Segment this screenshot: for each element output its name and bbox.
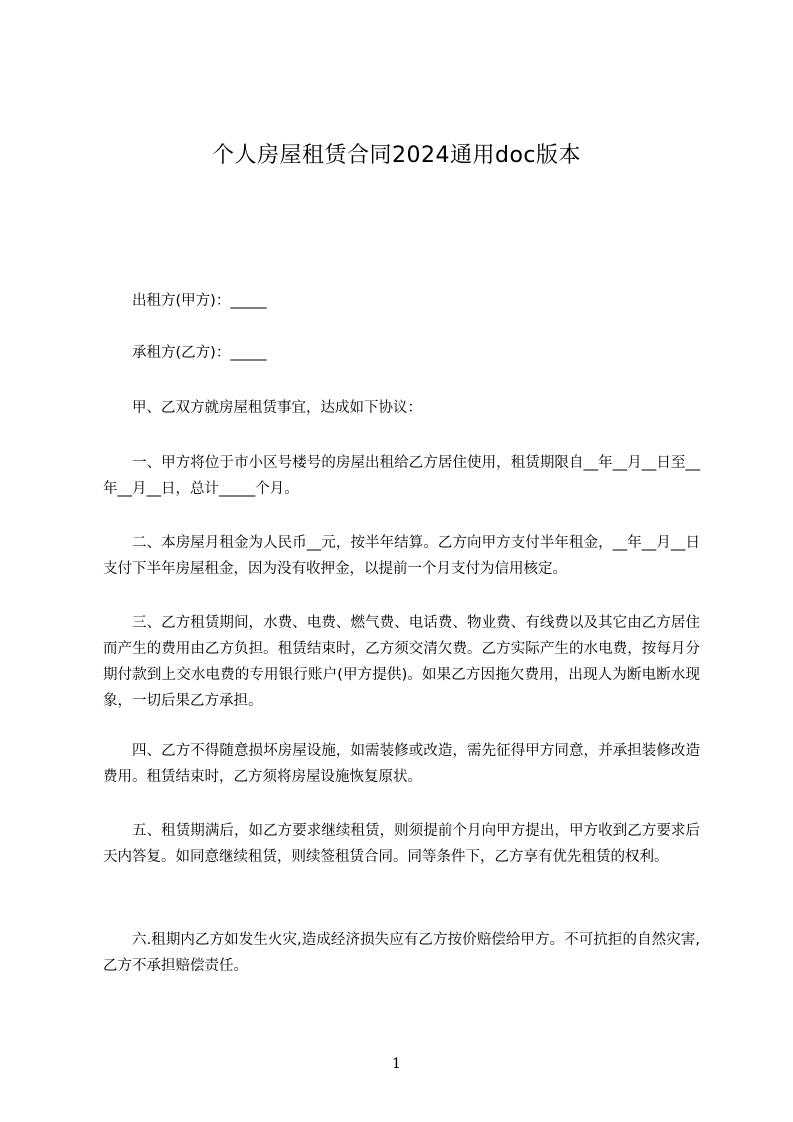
lessee-line: 承租方(乙方)：_____ [132,345,267,361]
clause-3: 三、乙方租赁期间，水费、电费、燃气费、电话费、物业费、有线费以及其它由乙方居住而产生的费用由乙方负担。租赁结束时，乙方须交清欠费。乙方实际产生的水电费，按每月分期付款到上交水电费的专用银行账户(甲方提供)。如果乙方因拖欠费用，出现人为断电断水现象，一切后果乙方承担。 [103,615,700,709]
document-title: 个人房屋租赁合同2024通用doc版本 [211,143,581,168]
clause-2: 二、本房屋月租金为人民币__元，按半年结算。乙方向甲方支付半年租金，__年__月__日支付下半年房屋租金，因为没有收押金，以提前一个月支付为信用核定。 [103,535,700,577]
clause-1: 一、甲方将位于市小区号楼号的房屋出租给乙方居住使用，租赁期限自__年__月__日至__年__月__日，总计_____个月。 [103,455,700,497]
clause-4: 四、乙方不得随意损坏房屋设施，如需装修或改造，需先征得甲方同意，并承担装修改造费用。租赁结束时，乙方须将房屋设施恢复原状。 [103,743,700,785]
intro-paragraph: 甲、乙双方就房屋租赁事宜，达成如下协议： [132,400,422,416]
page-number: 1 [392,1056,401,1072]
lessor-line: 出租方(甲方)：_____ [132,293,267,309]
clause-5: 五、租赁期满后，如乙方要求继续租赁，则须提前个月向甲方提出，甲方收到乙方要求后天内答复。如同意继续租赁，则续签租赁合同。同等条件下，乙方享有优先租赁的权利。 [103,823,700,865]
clause-6: 六.租期内乙方如发生火灾,造成经济损失应有乙方按价赔偿给甲方。不可抗拒的自然灾害,乙方不承担赔偿责任。 [103,932,700,974]
